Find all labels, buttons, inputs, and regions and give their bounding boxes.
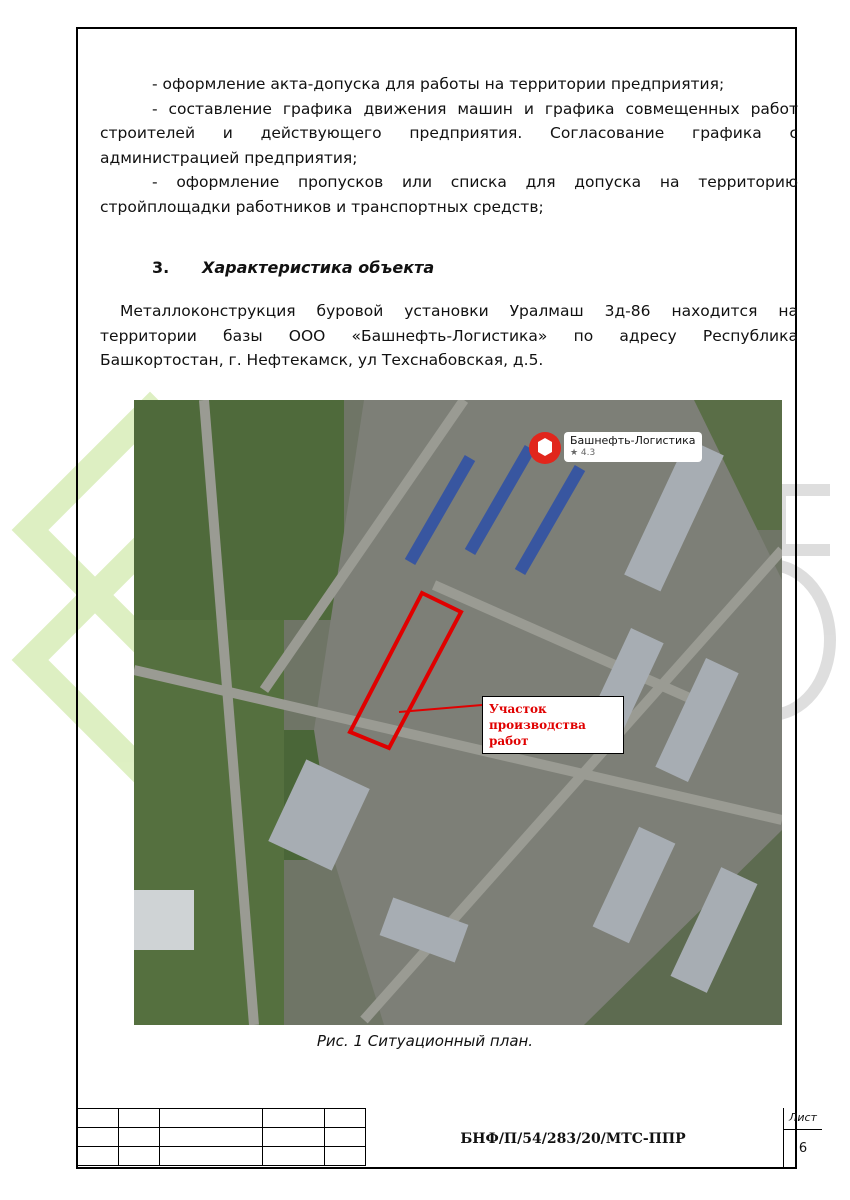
document-code: БНФ/П/54/283/20/МТС-ППР [460, 1130, 686, 1147]
site-plan-map [134, 400, 782, 1025]
pin-name: Башнефть-Логистика [570, 434, 696, 447]
vegetation-area [134, 400, 344, 620]
satellite-image [134, 400, 782, 1025]
object-description: Металлоконструкция буровой установки Уралмаш 3д-86 находится на территории базы ООО «Башнефть-Логистика» по адресу Республика Башкортостан, г. Нефтекамск, ул Техснабовская, д.5. [100, 302, 798, 369]
title-block [76, 1108, 817, 1169]
list-item: - оформление пропусков или списка для допуска на территорию стройплощадки работников и транспортных средств; [100, 173, 798, 216]
section-heading [152, 258, 434, 277]
sheet-cell [783, 1108, 822, 1169]
figure-caption: Рис. 1 Ситуационный план. [316, 1032, 534, 1050]
list-item: - составление графика движения машин и графика совмещенных работ строителей и действующего предприятия. Согласование графика с администрацией предприятия; [100, 99, 798, 167]
building [134, 890, 194, 950]
revision-grid [76, 1108, 366, 1166]
pin-label [564, 432, 702, 462]
sheet-number: 6 [798, 1141, 808, 1156]
section-number: 3. [152, 258, 170, 277]
sheet-divider [784, 1129, 822, 1130]
list-item: - оформление акта-допуска для работы на территории предприятия; [152, 75, 725, 93]
callout-line: производства работ [489, 718, 586, 748]
work-area-callout [482, 696, 624, 754]
sheet-label: Лист [789, 1111, 817, 1124]
section-title: Характеристика объекта [202, 258, 435, 277]
callout-line: Участок [489, 702, 547, 716]
vegetation-area [134, 620, 284, 1025]
requirements-list [100, 72, 798, 219]
pin-rating: ★ 4.3 [570, 448, 596, 458]
